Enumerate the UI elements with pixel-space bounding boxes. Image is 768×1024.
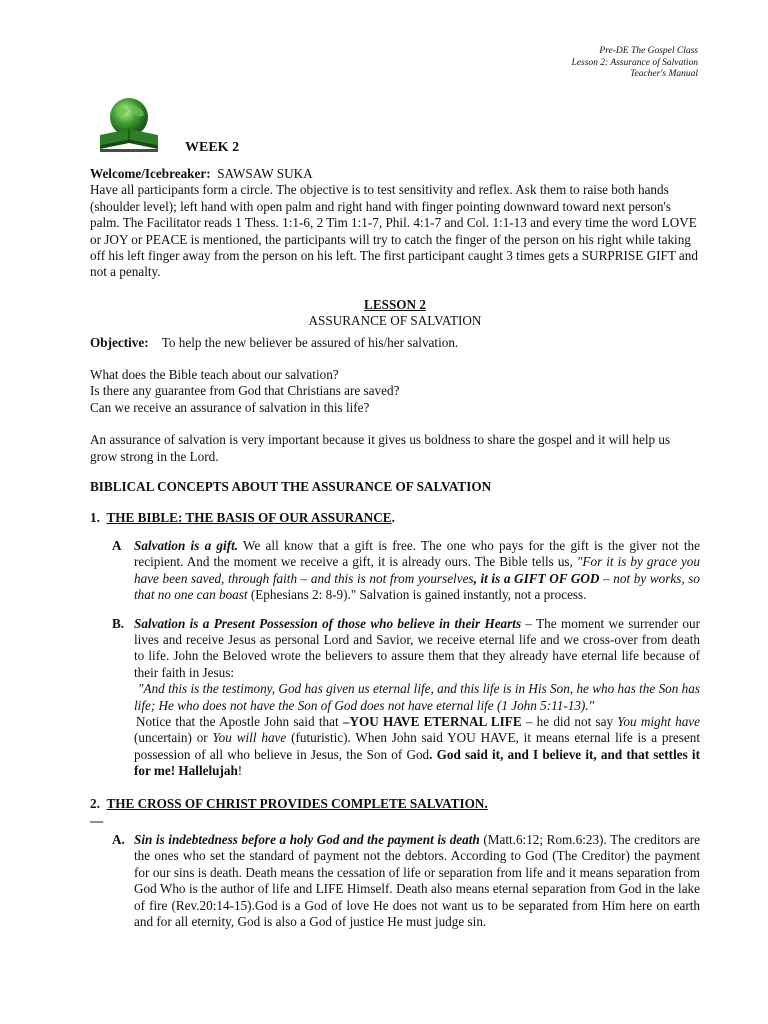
item-italic: You might have [617,713,700,729]
objective-text: To help the new believer be assured of his/her salvation. [161,334,459,350]
question-2: Is there any guarantee from God that Christians are saved? [90,383,400,399]
item-heading: Salvation is a Present Possession of those who believe in their Hearts [134,615,522,631]
section-2-dash: — [90,813,104,828]
item-emphasis: –YOU HAVE ETERNAL LIFE [342,713,522,729]
item-emphasis: . God said it, and I believe it, and that settles it for me! Hallelujah [134,746,700,779]
item-text: (futuristic). When John said YOU HAVE, it means eternal life is a present possession of all who believe in Jesus, the Son of God [134,730,700,762]
item-quote: "And this is the testimony, God has given us eternal life, and this life is in His Son, he who has the Son has life; He who does not have the Son of God does not have eternal life (1 John 5:11-13)." [134,681,700,713]
item-text: (uncertain) or [134,730,213,746]
item-label: A. [112,832,125,847]
icebreaker-text: Have all participants form a circle. The objective is to test sensitivity and reflex. Ask them to raise both hands (shoulder level); left hand with open palm and right hand with finger pointing downward toward next person's palm. The Facilitator reads 1 Thess. 1:1-6, 2 Tim 1:1-7, Phil. 4:1-7 and Col. 1:1-13 and every time the word LOVE or JOY or PEACE is mentioned, the participants will try to catch the finger of the person on his right while taking off his left finger away from the person on his left. The first participant caught 3 times gets a SURPRISE GIFT and not a penalty. [90,182,698,280]
section-2-number: 2. [90,795,100,811]
icebreaker-heading [90,166,700,182]
item-text: – he did not say [521,713,618,729]
item-text: (Matt.6:12; Rom.6:23). The creditors are the ones who set the standard of payment not the debtors. According to God (The Creditor) the payment for our sins is death. Death means the cessation of life or separation from life and it means separation from God Who is the author of life and LIFE Himself. Death also means eternal separation from God in the lake of fire (Rev.20:14-15).God is a God of love He does not want us to be separated from Him here on earth and for all eternity, God is also a God of justice He must judge sin. [134,832,701,930]
intro-paragraph: An assurance of salvation is very important because it gives us boldness to share the gospel and it will help us grow strong in the Lord. [90,432,671,464]
item-text: Salvation is gained instantly, not a process. [356,587,587,603]
item-italic: You will have [212,730,287,746]
item-quote: – not by works, so that no one can boast [134,570,700,603]
question-1: What does the Bible teach about our salvation? [90,367,339,383]
objective [90,335,700,351]
item-reference: (Ephesians 2: 8-9)." [247,587,357,603]
question-3: Can we receive an assurance of salvation in this life? [90,399,370,415]
document-body [90,166,700,930]
section-1-item-a [90,538,700,604]
section-2-title-text: THE CROSS OF CHRIST PROVIDES COMPLETE SALVATION. [106,795,488,811]
section-1-title-end: . [391,509,395,525]
icebreaker-name: SAWSAW SUKA [217,166,313,181]
section-2-item-a [90,832,700,930]
item-text: We all know that a gift is free. The one who pays for the gift is the giver not the recipient. And the moment we receive a gift, it is already ours. The Bible tells us, [134,537,700,570]
item-heading: Salvation is a gift. [134,537,239,553]
section-1-title [90,510,700,526]
header-manual: Teacher's Manual [630,69,698,79]
objective-label: Objective: [90,334,149,350]
item-paragraph [134,714,700,780]
item-text: Notice that the Apostle John said that [136,713,343,729]
section-1-item-b [90,616,700,780]
item-text: – The moment we surrender our lives and receive Jesus as personal Lord and Savior, we receive eternal life and we cross-over from death to life. John the Beloved wrote the believers to assure them that they already have eternal life because of their faith in Jesus: [134,615,701,680]
item-heading: Sin is indebtedness before a holy God and the payment is death [134,832,480,847]
running-header [572,46,699,81]
week-label: WEEK 2 [185,140,240,155]
section-1-title-text: THE BIBLE: THE BASIS OF OUR ASSURANCE [106,509,392,525]
header-course: Pre-DE The Gospel Class [599,46,698,56]
green-globe-book-icon [98,95,160,153]
lesson-number: LESSON 2 [364,296,426,312]
icebreaker-label: Welcome/Icebreaker: [90,166,211,181]
item-text: ! [237,763,243,779]
item-quote: "For it is by grace you have been saved, through faith – and this is not from yourselves [134,554,700,586]
section-1-number: 1. [90,509,100,525]
section-2-title [90,796,700,812]
header-lesson: Lesson 2: Assurance of Salvation [571,57,698,68]
lesson-title: ASSURANCE OF SALVATION [308,313,482,329]
item-label: B. [112,615,125,631]
item-quote-bold: , it is a GIFT OF GOD [473,570,600,586]
item-label: A [112,537,122,553]
concepts-title: BIBLICAL CONCEPTS ABOUT THE ASSURANCE OF SALVATION [90,479,492,495]
